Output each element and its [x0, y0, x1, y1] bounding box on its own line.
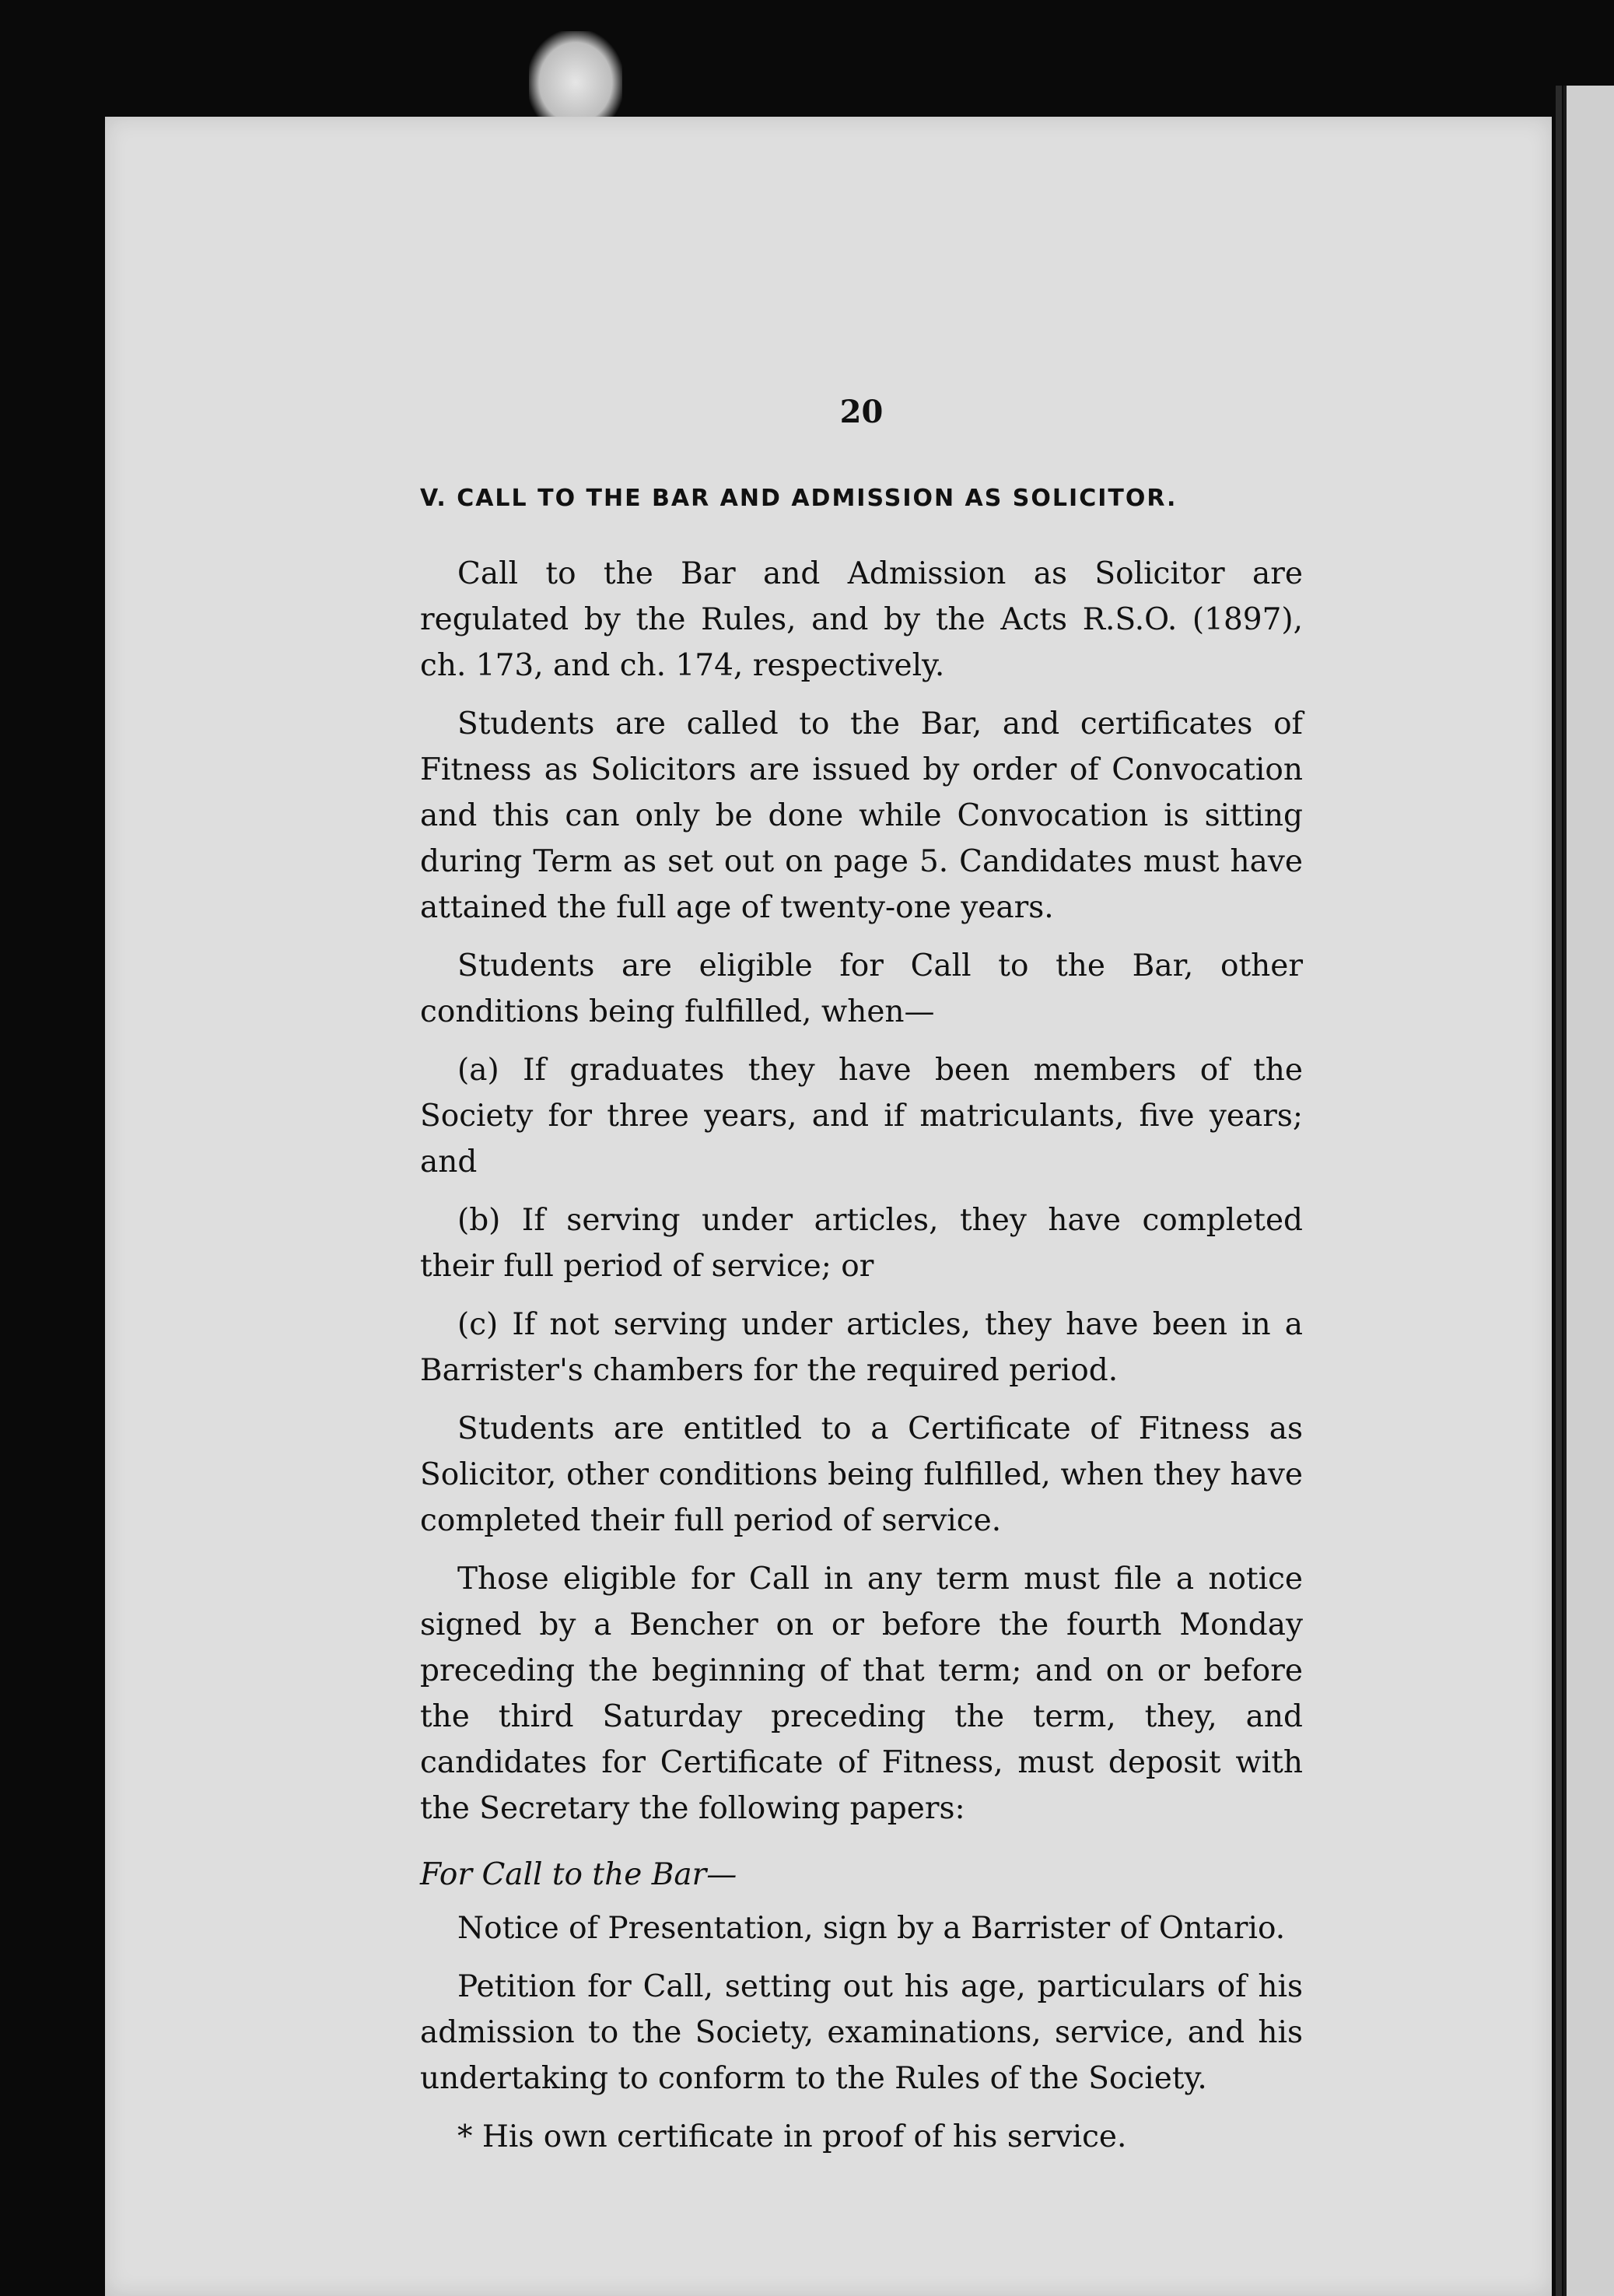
page-edge-shadow — [1556, 86, 1562, 2296]
paragraph-call-and-admission: Call to the Bar and Admission as Solicitor are regulated by the Rules, and by the Acts R.S.O. (1897), ch. 173, and ch. 174, respectively. — [420, 556, 1303, 683]
paper-notice-of-presentation: Notice of Presentation, sign by a Barrister of Ontario. — [457, 1911, 1286, 1946]
paragraph-certificate-fitness: Students are entitled to a Certificate of Fitness as Solicitor, other conditions being fulfilled, when they have completed their full period of service. — [420, 1411, 1303, 1538]
subheading-call-to-bar: For Call to the Bar— — [420, 1857, 737, 1892]
paragraph-convocation: Students are called to the Bar, and certificates of Fitness as Solicitors are issued by order of Convocation and this can only be done while Convocation is sitting during Term as set out on page 5. Candidates must have attained the full age of twenty-one years. — [420, 706, 1303, 925]
page-content — [420, 389, 1303, 2172]
condition-c: (c) If not serving under articles, they have been in a Barrister's chambers for the required period. — [420, 1307, 1303, 1388]
paragraph-eligibility: Students are eligible for Call to the Bar, other conditions being fulfilled, when— — [420, 948, 1303, 1029]
paper-own-certificate: * His own certificate in proof of his service. — [457, 2119, 1127, 2154]
page-number: 20 — [839, 394, 884, 430]
torn-paper-scrap — [529, 31, 622, 117]
adjacent-page-edge — [1563, 86, 1614, 2296]
condition-a: (a) If graduates they have been members of the Society for three years, and if matriculants, five years; and — [420, 1053, 1303, 1180]
section-heading: V. CALL TO THE BAR AND ADMISSION AS SOLICITOR. — [420, 485, 1178, 512]
paper-petition-for-call: Petition for Call, setting out his age, particulars of his admission to the Society, examinations, service, and his undertaking to conform to the Rules of the Society. — [420, 1969, 1303, 2096]
paragraph-filing-notice: Those eligible for Call in any term must file a notice signed by a Bencher on or before the fourth Monday preceding the beginning of that term; and on or before the third Saturday preceding the term, they, and candidates for Certificate of Fitness, must deposit with the Secretary the following papers: — [420, 1562, 1303, 1826]
condition-b: (b) If serving under articles, they have completed their full period of service; or — [420, 1203, 1303, 1284]
